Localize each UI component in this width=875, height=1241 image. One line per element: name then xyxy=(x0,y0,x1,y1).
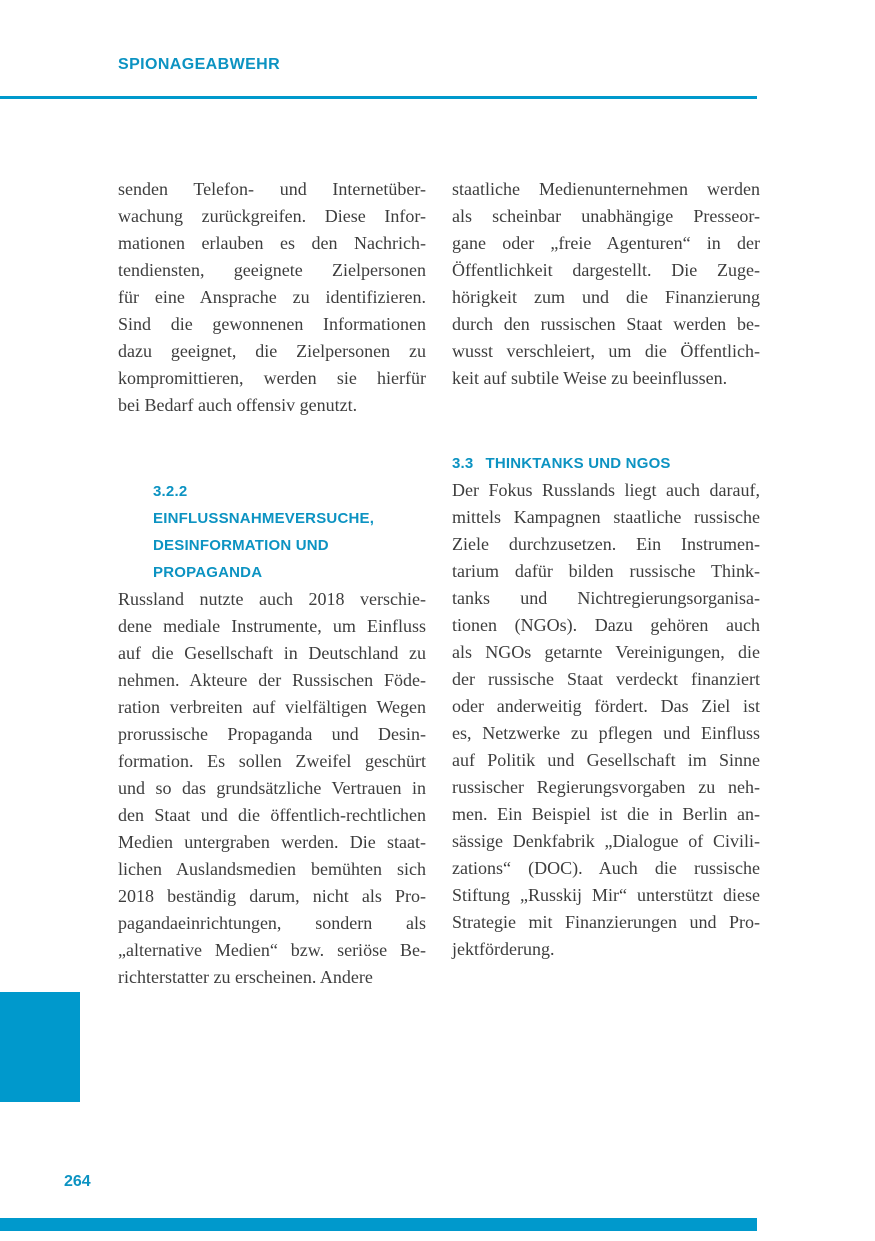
text-line: Russland nutzte auch 2018 verschie- xyxy=(118,589,426,609)
text-line: Ziele durchzusetzen. Ein Instrumen- xyxy=(452,534,760,554)
text-line: den Staat und die öffentlich-rechtlichen xyxy=(118,805,426,825)
text-line: ration verbreiten auf vielfältigen Wegen xyxy=(118,697,426,717)
text-line: dene mediale Instrumente, um Einfluss xyxy=(118,616,426,636)
text-line: wusst verschleiert, um die Öffentlich- xyxy=(452,341,760,361)
text-line: russischer Regierungsvorgaben zu neh- xyxy=(452,777,760,797)
text-line: Medien untergraben werden. Die staat- xyxy=(118,832,426,852)
text-line: der russische Staat verdeckt finanziert xyxy=(452,669,760,689)
text-line: lichen Auslandsmedien bemühten sich xyxy=(118,859,426,879)
right-paragraph-2 xyxy=(452,477,760,963)
text-line: auf die Gesellschaft in Deutschland zu xyxy=(118,643,426,663)
section-number: 3.2.2 xyxy=(153,483,188,500)
left-paragraph-2 xyxy=(118,586,426,991)
text-line: Stiftung „Russkij Mir“ unterstützt diese xyxy=(452,885,760,905)
text-line: pagandaeinrichtungen, sondern als xyxy=(118,913,426,933)
text-line: oder anderweitig fördert. Das Ziel ist xyxy=(452,696,760,716)
section-title: THINKTANKS UND NGOS xyxy=(485,455,671,472)
text-line: mationen erlauben es den Nachrich- xyxy=(118,233,426,253)
text-line: prorussische Propaganda und Desin- xyxy=(118,724,426,744)
text-line: Der Fokus Russlands liegt auch darauf, xyxy=(452,480,760,500)
left-paragraph-1 xyxy=(118,176,426,419)
text-line: dazu geeignet, die Zielpersonen zu xyxy=(118,341,426,361)
text-line: men. Ein Beispiel ist die in Berlin an- xyxy=(452,804,760,824)
section-title-line: EINFLUSSNAHMEVERSUCHE, xyxy=(153,510,375,527)
text-line: gane oder „freie Agenturen“ in der xyxy=(452,233,760,253)
text-line: sässige Denkfabrik „Dialogue of Civili- xyxy=(452,831,760,851)
text-line: tarium dafür bilden russische Think- xyxy=(452,561,760,581)
text-line: auf Politik und Gesellschaft im Sinne xyxy=(452,750,760,770)
text-line: für eine Ansprache zu identifizieren. xyxy=(118,287,426,307)
text-line: staatliche Medienunternehmen werden xyxy=(452,179,760,199)
section-number: 3.3 xyxy=(452,455,474,472)
running-header-title: SPIONAGEABWEHR xyxy=(118,56,281,73)
text-line: jektförderung. xyxy=(452,939,555,959)
text-line: durch den russischen Staat werden be- xyxy=(452,314,760,334)
text-line: zations“ (DOC). Auch die russische xyxy=(452,858,760,878)
header-rule xyxy=(0,96,757,99)
section-heading-3-3 xyxy=(452,450,760,477)
text-line: als NGOs getarnte Vereinigungen, die xyxy=(452,642,760,662)
text-line: „alternative Medien“ bzw. seriöse Be- xyxy=(118,940,426,960)
text-line: tanks und Nichtregierungsorganisa- xyxy=(452,588,760,608)
text-line: Strategie mit Finanzierungen und Pro- xyxy=(452,912,760,932)
section-heading-3-2-2 xyxy=(118,478,426,586)
text-line: hörigkeit zum und die Finanzierung xyxy=(452,287,760,307)
text-line: Sind die gewonnenen Informationen xyxy=(118,314,426,334)
section-title-line: DESINFORMATION UND xyxy=(153,537,329,554)
text-line: Öffentlichkeit dargestellt. Die Zuge- xyxy=(452,260,760,280)
text-line: senden Telefon- und Internetüber- xyxy=(118,179,426,199)
text-line: mittels Kampagnen staatliche russische xyxy=(452,507,760,527)
text-line: richterstatter zu erscheinen. Andere xyxy=(118,967,373,987)
text-line: und so das grundsätzliche Vertrauen in xyxy=(118,778,426,798)
text-line: tionen (NGOs). Dazu gehören auch xyxy=(452,615,760,635)
text-line: tendiensten, geeignete Zielpersonen xyxy=(118,260,426,280)
right-paragraph-1 xyxy=(452,176,760,392)
section-title-line: PROPAGANDA xyxy=(153,564,263,581)
page-number: 264 xyxy=(64,1173,91,1190)
text-line: als scheinbar unabhängige Presseor- xyxy=(452,206,760,226)
text-line: kompromittieren, werden sie hierfür xyxy=(118,368,426,388)
text-line: wachung zurückgreifen. Diese Infor- xyxy=(118,206,426,226)
text-line: keit auf subtile Weise zu beeinflussen. xyxy=(452,368,728,388)
text-line: es, Netzwerke zu pflegen und Einfluss xyxy=(452,723,760,743)
text-line: 2018 beständig darum, nicht als Pro- xyxy=(118,886,426,906)
text-line: bei Bedarf auch offensiv genutzt. xyxy=(118,395,358,415)
left-edge-accent-rectangle xyxy=(0,992,80,1102)
text-line: formation. Es sollen Zweifel geschürt xyxy=(118,751,426,771)
text-line: nehmen. Akteure der Russischen Föde- xyxy=(118,670,426,690)
footer-accent-bar xyxy=(0,1218,757,1231)
